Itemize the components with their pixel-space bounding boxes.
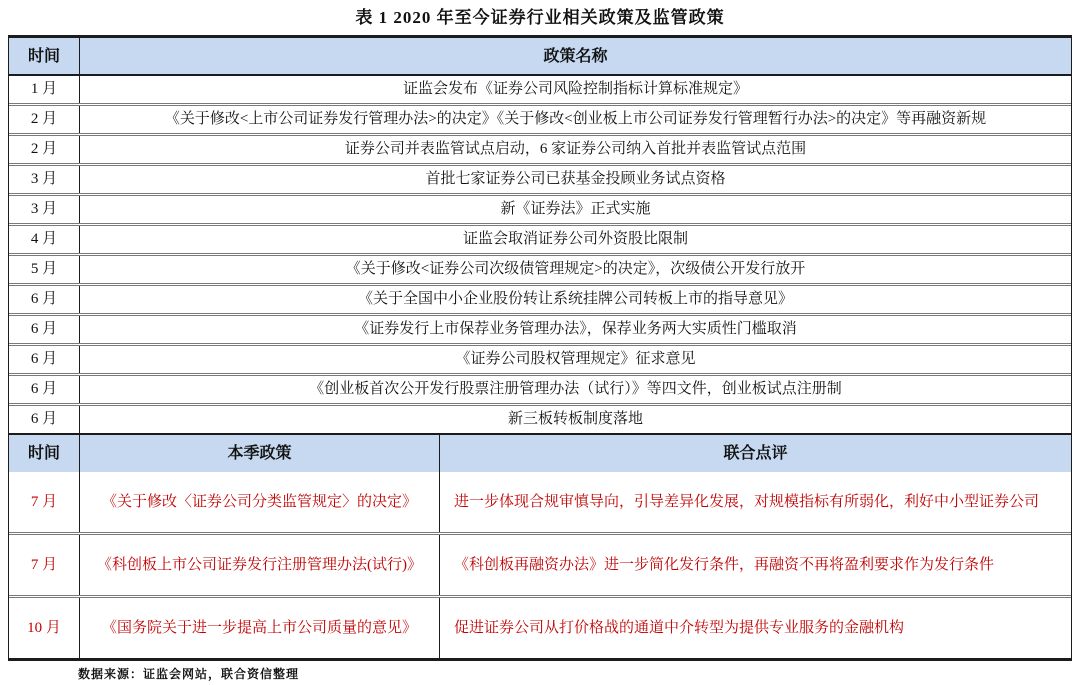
policy-row-name: 《创业板首次公开发行股票注册管理办法（试行）》等四文件，创业板试点注册制 xyxy=(79,376,1071,403)
policy-row xyxy=(9,373,1071,403)
policy-row-time: 4 月 xyxy=(30,231,58,247)
quarter-policy-row-time: 7 月 xyxy=(30,556,58,573)
policy-row-name: 证监会取消证券公司外资股比限制 xyxy=(79,226,1071,253)
quarter-policy-row-comment: 进一步体现合规审慎导向，引导差异化发展，对规模指标有所弱化，利好中小型证券公司 xyxy=(439,472,1071,532)
quarter-policy-row-time: 7 月 xyxy=(30,493,58,510)
policy-row xyxy=(9,163,1071,193)
policy-row xyxy=(9,193,1071,223)
policy-row-time: 2 月 xyxy=(30,111,58,127)
quarter-policy-row-name: 《关于修改〈证券公司分类监管规定〉的决定》 xyxy=(79,472,439,532)
policy-row-time: 3 月 xyxy=(30,171,58,187)
policy-row-name: 首批七家证券公司已获基金投顾业务试点资格 xyxy=(79,166,1071,193)
quarter-policy-row-name: 《国务院关于进一步提高上市公司质量的意见》 xyxy=(79,598,439,658)
quarter-policy-row-comment: 《科创板再融资办法》进一步简化发行条件，再融资不再将盈利要求作为发行条件 xyxy=(439,535,1071,595)
policy-row-name: 证券公司并表监管试点启动，6 家证券公司纳入首批并表监管试点范围 xyxy=(79,136,1071,163)
policy-row xyxy=(9,403,1071,433)
policy-row-time: 5 月 xyxy=(30,261,58,277)
policy-row-name: 《关于修改<证券公司次级债管理规定>的决定》，次级债公开发行放开 xyxy=(79,256,1071,283)
policy-row-time: 2 月 xyxy=(30,141,58,157)
policy-row-name: 新三板转板制度落地 xyxy=(79,406,1071,433)
policy-row xyxy=(9,313,1071,343)
policy-row xyxy=(9,253,1071,283)
bottom-header-comment: 联合点评 xyxy=(439,435,1071,472)
quarter-policy-row xyxy=(9,595,1071,658)
policy-row-name: 《关于修改<上市公司证券发行管理办法>的决定》《关于修改<创业板上市公司证券发行管理暂行办法>的决定》等再融资新规 xyxy=(79,106,1071,133)
table-title: 表 1 2020 年至今证券行业相关政策及监管政策 xyxy=(355,8,725,27)
policy-row xyxy=(9,223,1071,253)
policy-row-time: 6 月 xyxy=(30,321,58,337)
policy-row xyxy=(9,283,1071,313)
policy-row-name: 《证券公司股权管理规定》征求意见 xyxy=(79,346,1071,373)
policy-row xyxy=(9,103,1071,133)
bottom-header-policy: 本季政策 xyxy=(79,435,439,472)
policy-row xyxy=(9,133,1071,163)
policy-row-name: 新《证券法》正式实施 xyxy=(79,196,1071,223)
top-rows-section xyxy=(9,76,1071,433)
policy-row xyxy=(9,343,1071,373)
quarter-policy-row xyxy=(9,472,1071,532)
top-header-time: 时间 xyxy=(27,47,60,65)
policy-row-time: 6 月 xyxy=(30,291,58,307)
report-page xyxy=(0,7,1080,685)
policy-row xyxy=(9,76,1071,103)
policy-table xyxy=(8,35,1072,661)
policy-row-time: 6 月 xyxy=(30,411,58,427)
top-header-row xyxy=(9,38,1071,76)
bottom-header-time: 时间 xyxy=(27,445,60,462)
quarter-policy-row-time: 10 月 xyxy=(27,619,61,636)
policy-row-name: 《关于全国中小企业股份转让系统挂牌公司转板上市的指导意见》 xyxy=(79,286,1071,313)
top-header-policy: 政策名称 xyxy=(79,38,1071,74)
policy-row-time: 3 月 xyxy=(30,201,58,217)
data-source-note: 数据来源：证监会网站，联合资信整理 xyxy=(78,667,300,681)
policy-row-name: 证监会发布《证券公司风险控制指标计算标准规定》 xyxy=(79,76,1071,103)
quarter-policy-row-comment: 促进证券公司从打价格战的通道中介转型为提供专业服务的金融机构 xyxy=(439,598,1071,658)
quarter-policy-row-name: 《科创板上市公司证券发行注册管理办法(试行)》 xyxy=(79,535,439,595)
bottom-header-row xyxy=(9,433,1071,472)
policy-row-time: 1 月 xyxy=(30,81,58,97)
policy-row-name: 《证券发行上市保荐业务管理办法》，保荐业务两大实质性门槛取消 xyxy=(79,316,1071,343)
policy-row-time: 6 月 xyxy=(30,381,58,397)
bottom-rows-section xyxy=(9,472,1071,658)
policy-row-time: 6 月 xyxy=(30,351,58,367)
quarter-policy-row xyxy=(9,532,1071,595)
